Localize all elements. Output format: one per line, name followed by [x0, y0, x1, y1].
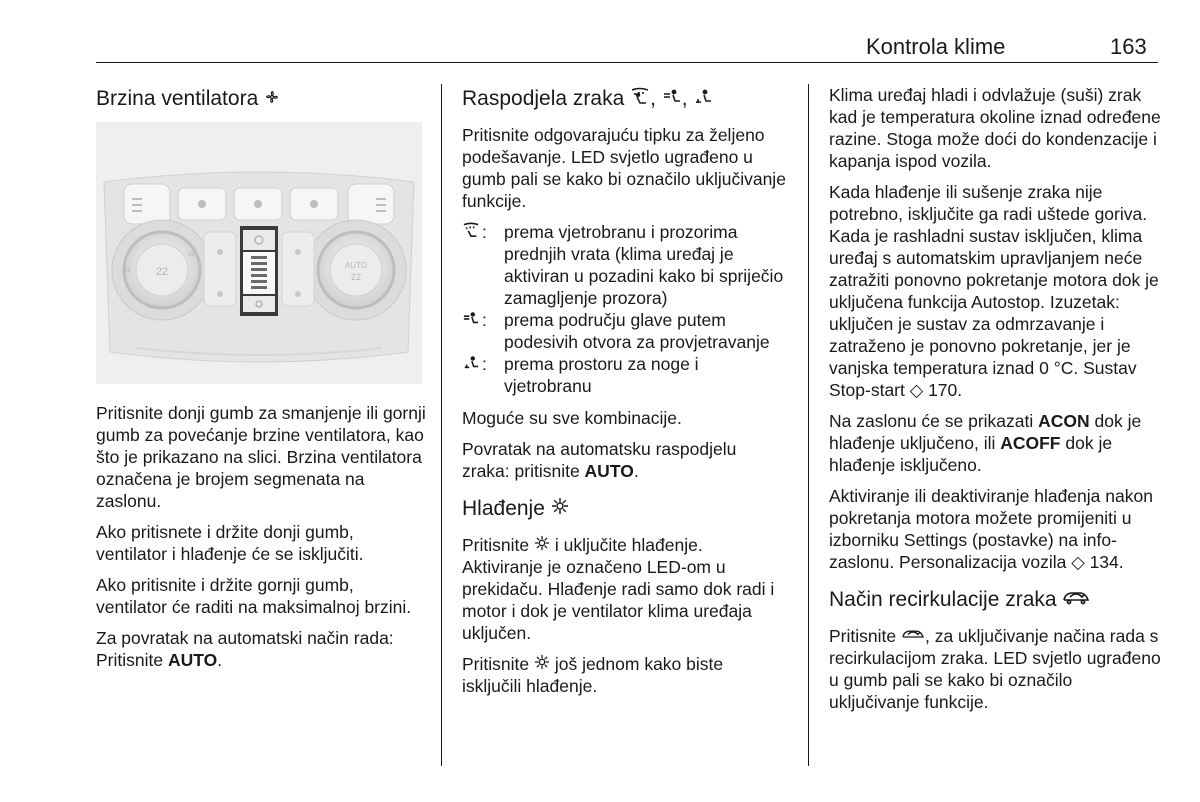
column-1-body	[96, 402, 426, 680]
fan-speed-paragraph-3: Ako pritisnite i držite gornji gumb, ventilator će raditi na maksimalnoj brzini.	[96, 575, 412, 617]
header-divider	[96, 62, 1158, 63]
column-1	[96, 86, 426, 124]
text-run: i uključite hlađenje. Aktiviranje je označeno LED-om u prekidaču. Hlađenje radi samo dok radi i motor i dok je ventilator klima uređaja uključen.	[462, 535, 775, 643]
fan-speed-paragraph-4	[96, 627, 426, 671]
text-run: još jednom kako biste isključili hlađenje.	[462, 654, 724, 696]
fan-speed-paragraph-2: Ako pritisnete i držite donji gumb, ventilator i hlađenje će se isključiti.	[96, 522, 364, 564]
list-item	[462, 353, 786, 397]
text-run: Kada hlađenje ili sušenje zraka nije potrebno, isključite ga radi uštede goriva. Kada je rashladni sustav isključen, klima uređaj s automatskim upravljanjem neće zatražiti ponovno pokretanje motora dok je uključena funkcija Autostop. Izuzetak: uključen je sustav za odmrzavanje i zatraženo je ponovno pokretanje, jer je vanjska temperatura iznad 0 °C. Sustav Stop-start	[829, 182, 1159, 400]
climate-control-figure	[96, 122, 422, 384]
recirculation-heading	[829, 587, 1161, 613]
cooling-paragraph-1	[462, 534, 786, 644]
fan-speed-heading	[96, 86, 426, 112]
heading-separator: ,	[681, 87, 694, 110]
page-reference-icon: ◇	[1071, 552, 1085, 572]
recirculation-icon	[901, 625, 925, 647]
air-distribution-list	[462, 221, 786, 397]
column-divider-1	[441, 84, 442, 766]
recirculation-icon	[1062, 587, 1090, 613]
combinations-paragraph: Moguće su sve kombinacije.	[462, 408, 682, 428]
text-run: dok je hlađenje isključeno.	[829, 433, 1113, 475]
snowflake-icon	[534, 653, 550, 675]
page-number: 163	[1110, 34, 1147, 59]
page-reference-icon: ◇	[909, 380, 924, 400]
text-run: dok je hlađenje uključeno, ili	[829, 411, 1142, 453]
left-dial-min: 16	[124, 268, 131, 274]
column-2	[462, 86, 786, 706]
air-distribution-heading	[462, 86, 786, 112]
text-run: Na zaslonu će se prikazati	[829, 411, 1039, 431]
footwell-icon	[693, 86, 713, 112]
text-run: Pritisnite	[462, 535, 534, 555]
ac-settings-paragraph	[829, 485, 1161, 573]
ac-intro-paragraph: Klima uređaj hladi i odvlažuje (suši) zrak kad je temperatura okoline iznad određene razine. Stoga može doći do kondenzacije i kapanja ispod vozila.	[829, 85, 1161, 171]
ac-display-paragraph	[829, 410, 1161, 476]
list-item	[462, 309, 786, 353]
recirculation-paragraph	[829, 625, 1161, 713]
snowflake-icon	[534, 534, 550, 556]
cooling-heading	[462, 496, 786, 522]
fan-speed-heading-text: Brzina ventilatora	[96, 87, 259, 110]
page-section-title: Kontrola klime	[866, 34, 1006, 59]
list-separator: :	[482, 222, 487, 242]
head-vent-icon	[462, 309, 482, 353]
ac-autostop-paragraph	[829, 181, 1161, 401]
text-run: , za uključivanje načina rada s recirkulacijom zraka. LED svjetlo ugrađeno u gumb pali se kako bi označilo uključivanje funkcije.	[829, 626, 1161, 712]
list-separator: :	[482, 354, 487, 374]
text-run: .	[1118, 552, 1124, 572]
footwell-icon	[462, 353, 482, 397]
head-vent-icon	[662, 86, 682, 112]
recirculation-heading-text: Način recirkulacije zraka	[829, 588, 1057, 611]
auto-keyword: AUTO	[584, 461, 634, 481]
cooling-heading-text: Hlađenje	[462, 497, 545, 520]
left-dial-max: 28	[188, 252, 195, 258]
acon-keyword: ACON	[1038, 411, 1090, 431]
right-dial-auto: AUTO	[344, 261, 368, 270]
column-divider-2	[808, 84, 809, 766]
windscreen-feet-icon	[462, 221, 482, 309]
text-run: Za povratak na automatski način rada: Pritisnite	[96, 628, 394, 670]
snowflake-icon	[551, 496, 569, 522]
text-run: .	[633, 461, 639, 481]
list-item-text: prema prostoru za noge i vjetrobranu	[504, 354, 699, 396]
auto-distribution-paragraph	[462, 438, 786, 482]
windscreen-feet-icon	[630, 86, 650, 112]
list-item	[462, 221, 786, 309]
text-run: .	[217, 650, 223, 670]
text-run: Pritisnite	[462, 654, 534, 674]
text-run: Aktiviranje ili deaktiviranje hlađenja nakon pokretanja motora možete promijeniti u izborniku Settings (postavke) na info-zaslonu. Personalizacija vozila	[829, 486, 1153, 572]
page-reference[interactable]: 170	[928, 380, 958, 400]
left-dial-temp: 22	[155, 266, 169, 278]
text-run: Povratak na automatsku raspodjelu zraka: pritisnite	[462, 439, 737, 481]
cooling-paragraph-2	[462, 653, 786, 697]
text-run: .	[957, 380, 963, 400]
list-item-text: prema području glave putem podesivih otvora za provjetravanje	[504, 310, 770, 352]
air-distribution-heading-text: Raspodjela zraka	[462, 87, 625, 110]
acoff-keyword: ACOFF	[1000, 433, 1061, 453]
fan-icon	[264, 86, 280, 112]
air-distribution-intro: Pritisnite odgovarajuću tipku za željeno podešavanje. LED svjetlo ugrađeno u gumb pali se kako bi označilo uključivanje funkcije.	[462, 125, 786, 211]
auto-keyword: AUTO	[167, 650, 218, 670]
text-run: Pritisnite	[829, 626, 901, 646]
page-reference[interactable]: 134	[1089, 552, 1119, 572]
fan-speed-paragraph-1: Pritisnite donji gumb za smanjenje ili gornji gumb za povećanje brzine ventilatora, kao što je prikazano na slici. Brzina ventilatora označena je brojem segmenata na zaslonu.	[96, 403, 426, 511]
heading-separator: ,	[650, 87, 662, 110]
right-dial-temp: 22	[350, 272, 362, 282]
list-item-text: prema vjetrobranu i prozorima prednjih vrata (klima uređaj je aktiviran u pozadini kako bi spriječio zamagljenje prozora)	[504, 222, 784, 308]
list-separator: :	[482, 310, 487, 330]
column-3	[829, 84, 1161, 722]
